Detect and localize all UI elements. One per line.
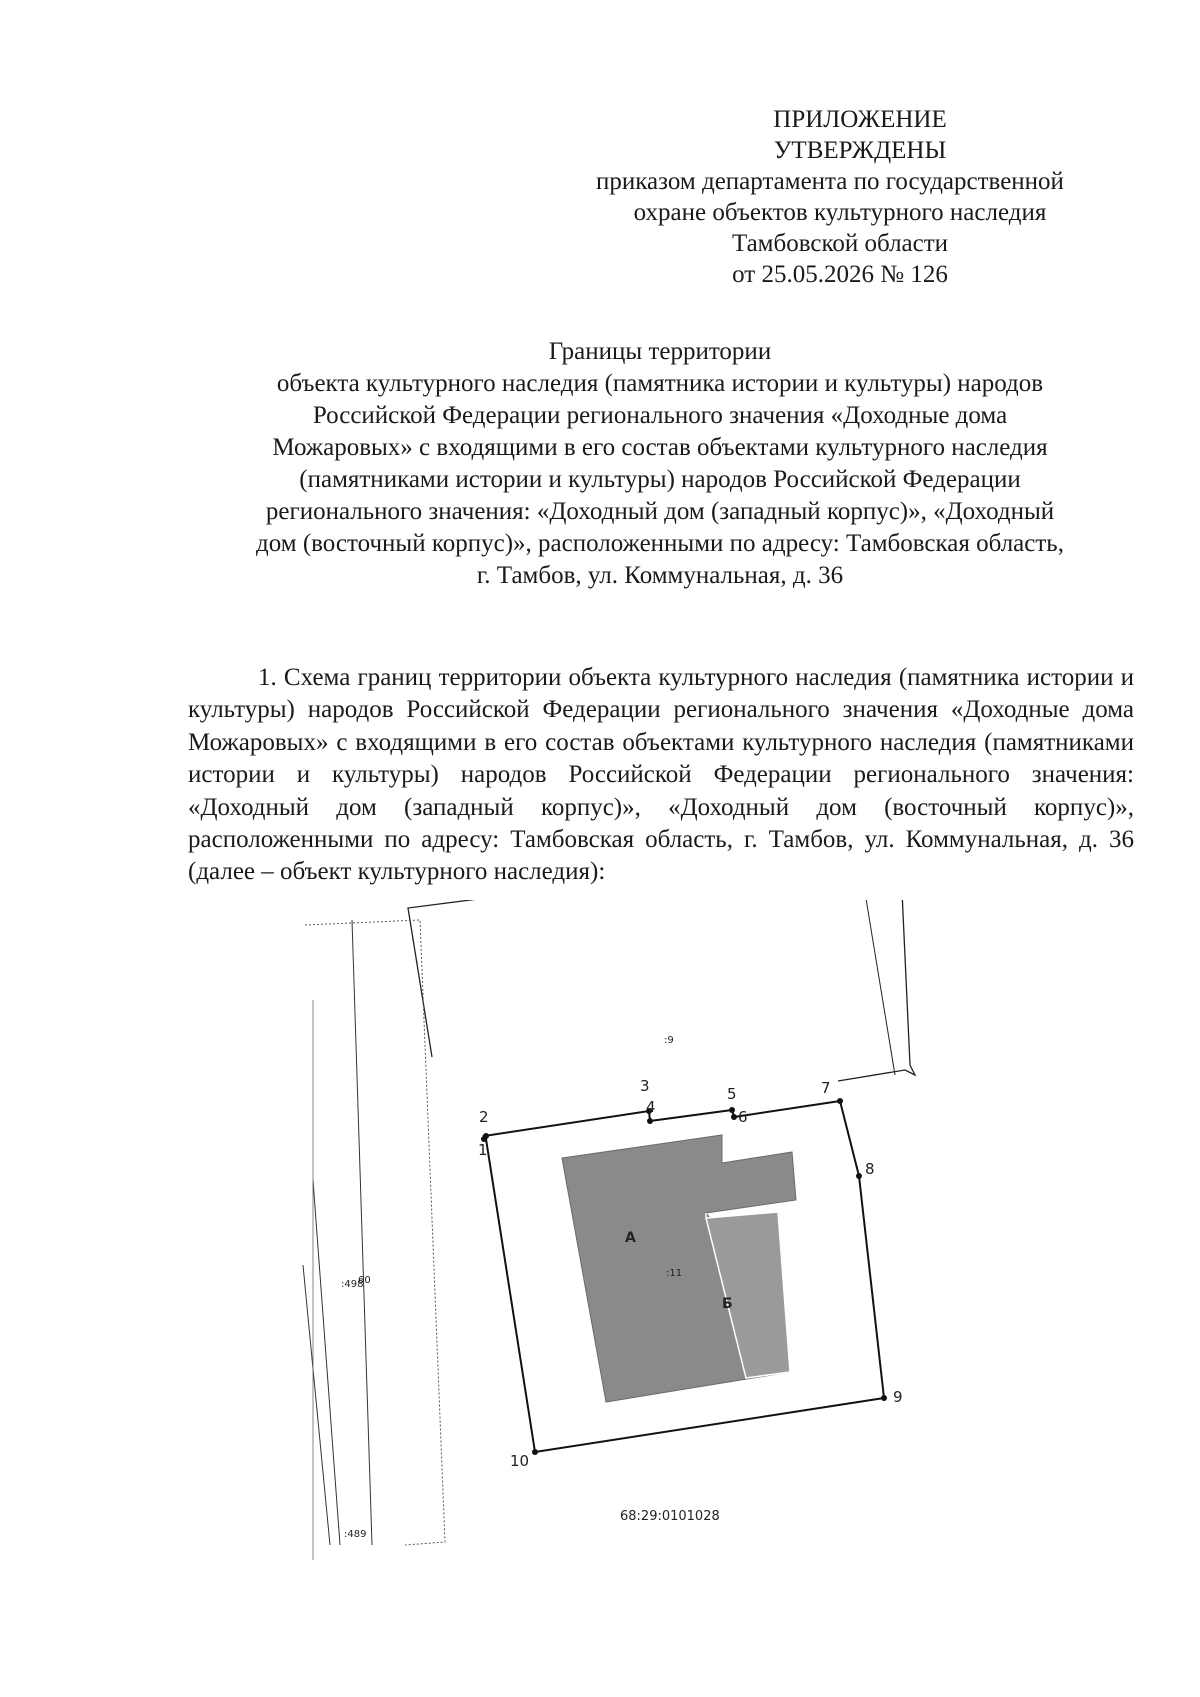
parcel-label-west-sub: 60	[358, 1275, 371, 1286]
road-line	[303, 1265, 330, 1545]
point-label: 9	[893, 1388, 903, 1406]
parcel-label-west: :498	[341, 1279, 364, 1290]
point-8-marker	[856, 1173, 862, 1179]
point-2-marker	[483, 1133, 489, 1139]
point-4-marker	[647, 1118, 653, 1124]
neighbor-parcel-north	[408, 900, 915, 1081]
point-label: 7	[821, 1079, 831, 1097]
point-6-marker	[731, 1114, 737, 1120]
parcel-label-north: :9	[664, 1035, 674, 1046]
approval-line: охране объектов культурного наследия	[633, 199, 1047, 226]
neighbor-parcel-edge	[858, 900, 895, 1075]
parcel-label-main: :11	[666, 1268, 683, 1279]
point-label: 1	[478, 1141, 488, 1159]
approval-line: приказом департамента по государственной	[596, 168, 1064, 195]
point-10-marker	[532, 1449, 538, 1455]
building-a-label: А	[625, 1230, 636, 1246]
point-5-marker	[729, 1107, 735, 1113]
approval-line: Тамбовской области	[731, 230, 949, 257]
title-line: г. Тамбов, ул. Коммунальная, д. 36	[476, 562, 844, 589]
point-label: 2	[479, 1108, 489, 1126]
title-line: Российской Федерации регионального значения «Доходные дома	[312, 402, 1008, 429]
building-b-label: Б	[722, 1296, 733, 1312]
approval-date-line: от 25.05.2026 № 126	[732, 261, 948, 288]
point-label: 8	[865, 1160, 875, 1178]
appendix-label: ПРИЛОЖЕНИЕ	[773, 106, 947, 133]
document-title	[190, 338, 1130, 592]
point-9-marker	[881, 1395, 887, 1401]
boundary-scheme	[0, 900, 1200, 1580]
paragraph-1: 1. Схема границ территории объекта культурного наследия (памятника истории и культуры) народов Российской Федерации регионального значения «Доходные дома Можаровых» с входящими в его состав объектами культурного наследия (памятниками истории и культуры) народов Российской Федерации регионального значения: «Доходный дом (западный корпус)», «Доходный дом (восточный корпус)», расположенными по адресу: Тамбовская область, г. Тамбов, ул. Коммунальная, д. 36 (далее – объект культурного наследия):	[188, 664, 1134, 886]
title-line: Границы территории	[548, 338, 772, 365]
title-line: (памятниками истории и культуры) народов Российской Федерации	[299, 466, 1021, 493]
point-label: 5	[727, 1085, 737, 1103]
point-label: 4	[646, 1098, 656, 1116]
title-line: регионального значения: «Доходный дом (западный корпус)», «Доходный	[265, 498, 1055, 525]
point-label: 3	[640, 1077, 650, 1095]
point-7-marker	[837, 1098, 843, 1104]
title-line: объекта культурного наследия (памятника истории и культуры) народов	[276, 370, 1044, 397]
title-line: дом (восточный корпус)», расположенными по адресу: Тамбовская область,	[256, 530, 1064, 557]
neighbor-parcel-west	[305, 920, 445, 1545]
road-line	[313, 1180, 340, 1545]
parcel-west-line	[352, 920, 372, 1545]
approved-label: УТВЕРЖДЕНЫ	[773, 137, 947, 164]
parcel-label-southwest: :489	[344, 1529, 367, 1540]
approval-block	[560, 104, 1100, 290]
point-label: 10	[510, 1452, 530, 1470]
cadastral-block-label: 68:29:0101028	[620, 1509, 720, 1524]
title-line: Можаровых» с входящими в его состав объектами культурного наследия	[272, 434, 1048, 461]
point-label: 6	[738, 1108, 748, 1126]
